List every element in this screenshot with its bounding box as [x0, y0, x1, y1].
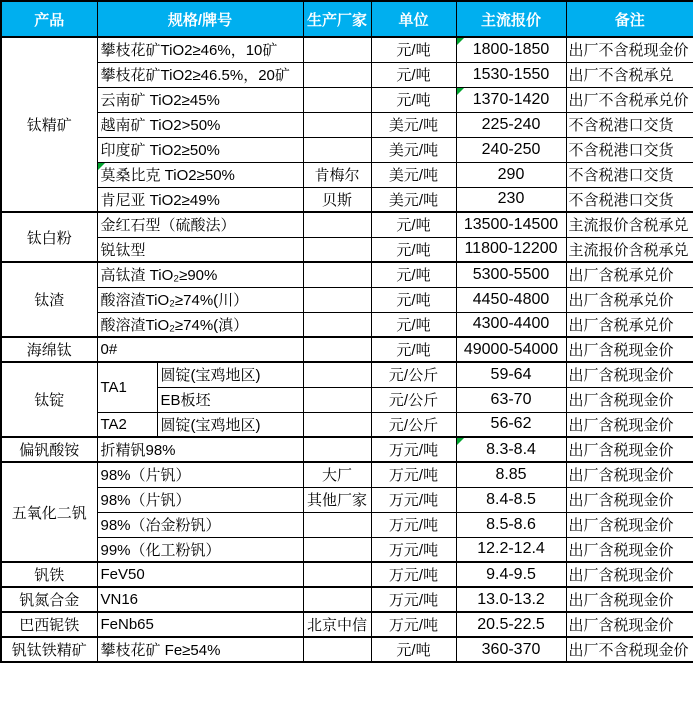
unit-cell-text: 万元/吨 — [388, 492, 439, 509]
note-cell — [566, 212, 693, 237]
spec-cell — [97, 212, 303, 237]
price-cell — [456, 587, 566, 612]
manufacturer-cell — [303, 37, 371, 62]
col-header-manufacturer: 生产厂家 — [303, 1, 371, 37]
manufacturer-cell-text: 其他厂家 — [307, 492, 368, 509]
unit-cell — [371, 62, 456, 87]
manufacturer-cell — [303, 237, 371, 262]
col-header-spec: 规格/牌号 — [97, 1, 303, 37]
product-cell — [1, 362, 97, 437]
grade-cell-text: TA2 — [100, 415, 127, 433]
product-cell — [1, 262, 97, 337]
price-cell-text: 290 — [497, 165, 525, 183]
unit-cell — [371, 412, 456, 437]
table-row — [1, 162, 693, 187]
unit-cell-text: 美元/吨 — [388, 167, 439, 184]
spec-cell — [97, 62, 303, 87]
price-cell — [456, 237, 566, 262]
unit-cell — [371, 512, 456, 537]
unit-cell-text: 元/吨 — [396, 42, 431, 60]
table-row — [1, 37, 693, 62]
table-row — [1, 287, 693, 312]
unit-cell-text: 美元/吨 — [388, 191, 439, 209]
table-row — [1, 362, 693, 387]
price-cell — [456, 162, 566, 187]
spec-cell-text: VN16 — [100, 591, 139, 608]
price-cell — [456, 537, 566, 562]
unit-cell — [371, 337, 456, 362]
unit-cell — [371, 287, 456, 312]
note-cell — [566, 412, 693, 437]
note-cell-text: 出厂不含税承兑价 — [568, 92, 689, 109]
price-cell-text: 4300-4400 — [472, 315, 550, 333]
note-cell — [566, 512, 693, 537]
price-cell — [456, 412, 566, 437]
manufacturer-cell — [303, 487, 371, 512]
price-cell-text: 12.2-12.4 — [477, 540, 545, 558]
spec-cell-text: 攀枝花矿TiO2≥46%，10矿 — [100, 42, 278, 60]
unit-cell-text: 元/吨 — [396, 217, 431, 235]
spec-cell-text: 98%（片钒） — [100, 467, 191, 485]
table-row — [1, 412, 693, 437]
price-cell-text: 240-250 — [481, 140, 541, 158]
price-cell-text: 360-370 — [481, 640, 541, 658]
unit-cell — [371, 237, 456, 262]
unit-cell — [371, 537, 456, 562]
spec-cell-text: 金红石型（硫酸法） — [100, 217, 236, 235]
note-cell-text: 主流报价含税承兑 — [568, 217, 689, 235]
manufacturer-cell — [303, 337, 371, 362]
spec-cell — [157, 362, 303, 387]
spec-cell — [97, 162, 303, 187]
manufacturer-cell — [303, 537, 371, 562]
note-cell-text: 出厂含税现金价 — [568, 367, 674, 385]
col-header-price: 主流报价 — [456, 1, 566, 37]
price-cell-text: 8.5-8.6 — [486, 515, 536, 533]
price-cell-text: 11800-12200 — [464, 240, 558, 258]
note-cell-text: 出厂含税现金价 — [568, 442, 674, 459]
price-cell — [456, 287, 566, 312]
unit-cell-text: 美元/吨 — [388, 142, 439, 159]
note-cell — [566, 237, 693, 262]
unit-cell-text: 元/吨 — [396, 292, 431, 309]
product-cell — [1, 337, 97, 362]
note-cell-text: 出厂含税现金价 — [568, 541, 674, 559]
unit-cell-text: 元/吨 — [396, 267, 431, 285]
note-cell-text: 不含税港口交货 — [568, 142, 674, 159]
manufacturer-cell — [303, 287, 371, 312]
col-header-unit: 单位 — [371, 1, 456, 37]
price-cell-text: 9.4-9.5 — [486, 565, 536, 583]
price-cell — [456, 187, 566, 212]
col-header-product: 产品 — [1, 1, 97, 37]
table-row — [1, 587, 693, 612]
price-cell — [456, 337, 566, 362]
unit-cell — [371, 362, 456, 387]
note-cell — [566, 137, 693, 162]
price-cell-text: 8.4-8.5 — [486, 490, 536, 508]
note-cell — [566, 637, 693, 662]
unit-cell — [371, 112, 456, 137]
manufacturer-cell — [303, 137, 371, 162]
spec-cell — [97, 612, 303, 637]
price-cell-text: 1800-1850 — [472, 40, 550, 58]
note-cell-text: 出厂含税现金价 — [568, 517, 674, 534]
price-cell — [456, 262, 566, 287]
unit-cell — [371, 587, 456, 612]
note-cell — [566, 437, 693, 462]
note-cell-text: 不含税港口交货 — [568, 167, 674, 184]
spec-cell — [97, 487, 303, 512]
price-cell-text: 13.0-13.2 — [477, 590, 545, 608]
price-cell-text: 20.5-22.5 — [477, 615, 545, 633]
note-cell-text: 出厂不含税承兑 — [568, 67, 674, 84]
unit-cell — [371, 462, 456, 487]
manufacturer-cell — [303, 412, 371, 437]
unit-cell-text: 万元/吨 — [388, 541, 439, 559]
spec-cell-text: 肯尼亚 TiO2≥49% — [100, 191, 220, 209]
unit-cell — [371, 262, 456, 287]
table-row — [1, 212, 693, 237]
product-cell — [1, 587, 97, 612]
spec-cell — [97, 512, 303, 537]
manufacturer-cell — [303, 262, 371, 287]
manufacturer-cell-text: 大厂 — [322, 467, 353, 485]
manufacturer-cell — [303, 512, 371, 537]
note-cell-text: 出厂含税现金价 — [568, 416, 674, 434]
spec-cell — [97, 137, 303, 162]
product-cell — [1, 212, 97, 262]
header-row — [1, 1, 693, 37]
unit-cell-text: 美元/吨 — [388, 117, 439, 134]
manufacturer-cell — [303, 587, 371, 612]
price-cell — [456, 312, 566, 337]
spec-cell-text: 99%（化工粉钒） — [100, 541, 221, 559]
table-row — [1, 537, 693, 562]
note-cell — [566, 337, 693, 362]
table-row — [1, 637, 693, 662]
price-cell — [456, 37, 566, 62]
price-cell-text: 1370-1420 — [472, 90, 550, 108]
product-cell-text: 海绵钛 — [26, 342, 72, 359]
product-cell-text: 钒钛铁精矿 — [11, 642, 87, 659]
note-cell — [566, 312, 693, 337]
unit-cell — [371, 312, 456, 337]
spec-cell — [97, 562, 303, 587]
spec-cell-text: 圆锭(宝鸡地区) — [160, 367, 261, 385]
spec-cell-text: EB板坯 — [160, 392, 211, 409]
manufacturer-cell — [303, 212, 371, 237]
product-cell — [1, 612, 97, 637]
table-row — [1, 612, 693, 637]
unit-cell — [371, 37, 456, 62]
spec-cell-text: 高钛渣 TiO₂≥90% — [100, 267, 218, 285]
product-cell-text: 钒氮合金 — [19, 592, 80, 609]
spec-cell-text: 云南矿 TiO2≥45% — [100, 92, 220, 109]
product-cell — [1, 437, 97, 462]
spec-cell — [97, 437, 303, 462]
price-cell — [456, 387, 566, 412]
spec-cell-text: 折精钒98% — [100, 442, 176, 459]
price-cell — [456, 87, 566, 112]
product-cell-text: 钒铁 — [34, 567, 65, 584]
product-cell-text: 偏钒酸铵 — [19, 442, 80, 459]
note-cell — [566, 162, 693, 187]
note-cell-text: 主流报价含税承兑 — [568, 241, 689, 259]
manufacturer-cell — [303, 312, 371, 337]
price-cell-text: 63-70 — [490, 390, 532, 408]
spec-cell — [97, 262, 303, 287]
manufacturer-cell — [303, 637, 371, 662]
grade-cell-text: TA1 — [100, 378, 127, 396]
spec-cell-text: 越南矿 TiO2>50% — [100, 117, 221, 134]
unit-cell — [371, 487, 456, 512]
unit-cell — [371, 162, 456, 187]
spec-cell-text: FeV50 — [100, 566, 145, 583]
note-cell-text: 出厂含税承兑价 — [568, 292, 674, 309]
manufacturer-cell — [303, 612, 371, 637]
manufacturer-cell — [303, 162, 371, 187]
note-cell — [566, 387, 693, 412]
grade-cell — [97, 362, 157, 412]
product-cell-text: 钛白粉 — [26, 229, 72, 247]
product-cell-text: 钛精矿 — [26, 117, 72, 134]
unit-cell-text: 元/公斤 — [388, 367, 439, 385]
note-cell-text: 出厂含税现金价 — [568, 567, 674, 584]
note-cell-text: 出厂含税现金价 — [568, 492, 674, 509]
note-cell — [566, 37, 693, 62]
product-cell-text: 钛渣 — [34, 292, 65, 309]
spec-cell — [97, 87, 303, 112]
spec-cell — [97, 312, 303, 337]
table-row — [1, 562, 693, 587]
unit-cell-text: 万元/吨 — [388, 467, 439, 485]
spec-cell — [97, 337, 303, 362]
spec-cell-text: 莫桑比克 TiO2≥50% — [100, 167, 235, 184]
note-cell — [566, 587, 693, 612]
spec-cell — [97, 462, 303, 487]
note-cell-text: 出厂含税现金价 — [568, 592, 674, 609]
price-cell — [456, 62, 566, 87]
note-cell-text: 出厂不含税现金价 — [568, 42, 689, 60]
note-cell-text: 出厂含税现金价 — [568, 617, 674, 634]
spec-cell-text: 印度矿 TiO2≥50% — [100, 142, 220, 159]
manufacturer-cell — [303, 562, 371, 587]
note-cell-text: 出厂含税承兑价 — [568, 316, 674, 334]
spec-cell-text: 98%（片钒） — [100, 492, 191, 509]
unit-cell — [371, 187, 456, 212]
unit-cell — [371, 87, 456, 112]
unit-cell — [371, 387, 456, 412]
table-row — [1, 237, 693, 262]
spec-cell — [97, 112, 303, 137]
manufacturer-cell-text: 贝斯 — [322, 191, 353, 209]
price-cell — [456, 112, 566, 137]
spec-cell-text: 锐钛型 — [100, 241, 146, 259]
unit-cell-text: 元/公斤 — [388, 392, 439, 409]
table-row — [1, 262, 693, 287]
grade-cell — [97, 412, 157, 437]
price-cell-text: 8.3-8.4 — [486, 440, 536, 458]
unit-cell-text: 元/吨 — [396, 342, 431, 359]
spec-cell-text: 酸溶渣TiO₂≥74%(滇） — [100, 316, 249, 334]
price-cell-text: 13500-14500 — [463, 215, 559, 233]
error-flag-icon — [457, 38, 464, 45]
manufacturer-cell — [303, 362, 371, 387]
note-cell-text: 出厂含税现金价 — [568, 342, 674, 359]
table-row — [1, 337, 693, 362]
price-cell-text: 49000-54000 — [463, 340, 559, 358]
table-row — [1, 462, 693, 487]
price-cell-text: 56-62 — [490, 415, 532, 433]
price-cell-text: 8.85 — [495, 465, 527, 483]
price-cell — [456, 487, 566, 512]
table-header — [1, 1, 693, 37]
table-row — [1, 437, 693, 462]
unit-cell-text: 万元/吨 — [388, 567, 439, 584]
product-cell-text: 巴西铌铁 — [19, 617, 80, 634]
unit-cell — [371, 437, 456, 462]
note-cell-text: 出厂含税现金价 — [568, 467, 674, 485]
manufacturer-cell-text: 北京中信 — [307, 617, 368, 634]
price-cell-text: 230 — [497, 190, 525, 208]
product-cell-text: 钛锭 — [34, 392, 65, 409]
manufacturer-cell-text: 肯梅尔 — [314, 167, 360, 184]
price-table-body — [1, 37, 693, 662]
price-cell — [456, 512, 566, 537]
note-cell-text: 不含税港口交货 — [568, 117, 674, 134]
price-cell — [456, 212, 566, 237]
table-row — [1, 487, 693, 512]
price-cell — [456, 612, 566, 637]
unit-cell-text: 万元/吨 — [388, 517, 439, 534]
error-flag-icon — [457, 88, 464, 95]
spec-cell — [157, 412, 303, 437]
spec-cell — [97, 237, 303, 262]
spec-cell-text: 0# — [100, 341, 118, 358]
unit-cell — [371, 612, 456, 637]
note-cell-text: 不含税港口交货 — [568, 191, 674, 209]
table-row — [1, 62, 693, 87]
product-cell — [1, 637, 97, 662]
price-cell-text: 5300-5500 — [472, 265, 550, 283]
unit-cell — [371, 212, 456, 237]
note-cell-text: 出厂含税承兑价 — [568, 267, 674, 285]
manufacturer-cell — [303, 87, 371, 112]
unit-cell-text: 万元/吨 — [388, 592, 439, 609]
manufacturer-cell — [303, 187, 371, 212]
spec-cell — [97, 287, 303, 312]
spec-cell-text: 酸溶渣TiO₂≥74%(川） — [100, 292, 249, 309]
table-row — [1, 512, 693, 537]
note-cell — [566, 112, 693, 137]
unit-cell-text: 万元/吨 — [388, 617, 439, 634]
manufacturer-cell — [303, 62, 371, 87]
unit-cell — [371, 637, 456, 662]
table-row — [1, 137, 693, 162]
note-cell — [566, 362, 693, 387]
spec-cell-text: 攀枝花矿 Fe≥54% — [100, 642, 221, 659]
note-cell — [566, 562, 693, 587]
unit-cell-text: 元/吨 — [396, 316, 431, 334]
spec-cell — [97, 587, 303, 612]
price-cell-text: 225-240 — [481, 115, 541, 133]
note-cell — [566, 187, 693, 212]
product-cell-text: 五氧化二钒 — [11, 504, 87, 522]
spec-cell — [157, 387, 303, 412]
product-cell — [1, 562, 97, 587]
unit-cell-text: 元/公斤 — [388, 416, 439, 434]
product-cell — [1, 37, 97, 212]
price-cell-text: 4450-4800 — [472, 290, 550, 308]
table-row — [1, 312, 693, 337]
spec-cell — [97, 637, 303, 662]
unit-cell-text: 元/吨 — [396, 67, 431, 84]
unit-cell — [371, 137, 456, 162]
note-cell-text: 出厂含税现金价 — [568, 392, 674, 409]
manufacturer-cell — [303, 112, 371, 137]
spec-cell-text: 98%（冶金粉钒） — [100, 517, 221, 534]
spec-cell — [97, 37, 303, 62]
spec-cell-text: FeNb65 — [100, 616, 154, 633]
product-cell — [1, 462, 97, 562]
price-cell-text: 59-64 — [490, 365, 532, 383]
spec-cell — [97, 537, 303, 562]
note-cell — [566, 62, 693, 87]
price-cell — [456, 462, 566, 487]
unit-cell-text: 万元/吨 — [388, 442, 439, 459]
price-cell — [456, 137, 566, 162]
table-row — [1, 112, 693, 137]
note-cell — [566, 262, 693, 287]
note-cell — [566, 487, 693, 512]
price-cell — [456, 562, 566, 587]
spec-cell-text: 攀枝花矿TiO2≥46.5%，20矿 — [100, 67, 290, 84]
manufacturer-cell — [303, 387, 371, 412]
note-cell — [566, 287, 693, 312]
price-cell-text: 1530-1550 — [472, 65, 550, 83]
price-cell — [456, 362, 566, 387]
price-cell — [456, 437, 566, 462]
manufacturer-cell — [303, 437, 371, 462]
spec-cell — [97, 187, 303, 212]
col-header-note: 备注 — [566, 1, 693, 37]
unit-cell-text: 元/吨 — [396, 241, 431, 259]
error-flag-icon — [457, 438, 464, 445]
note-cell — [566, 87, 693, 112]
manufacturer-cell — [303, 462, 371, 487]
price-cell — [456, 637, 566, 662]
unit-cell-text: 元/吨 — [396, 92, 431, 109]
table-row — [1, 187, 693, 212]
note-cell-text: 出厂不含税现金价 — [568, 642, 689, 659]
note-cell — [566, 612, 693, 637]
note-cell — [566, 462, 693, 487]
unit-cell — [371, 562, 456, 587]
unit-cell-text: 元/吨 — [396, 642, 431, 659]
note-cell — [566, 537, 693, 562]
spec-cell-text: 圆锭(宝鸡地区) — [160, 416, 261, 434]
table-row — [1, 87, 693, 112]
